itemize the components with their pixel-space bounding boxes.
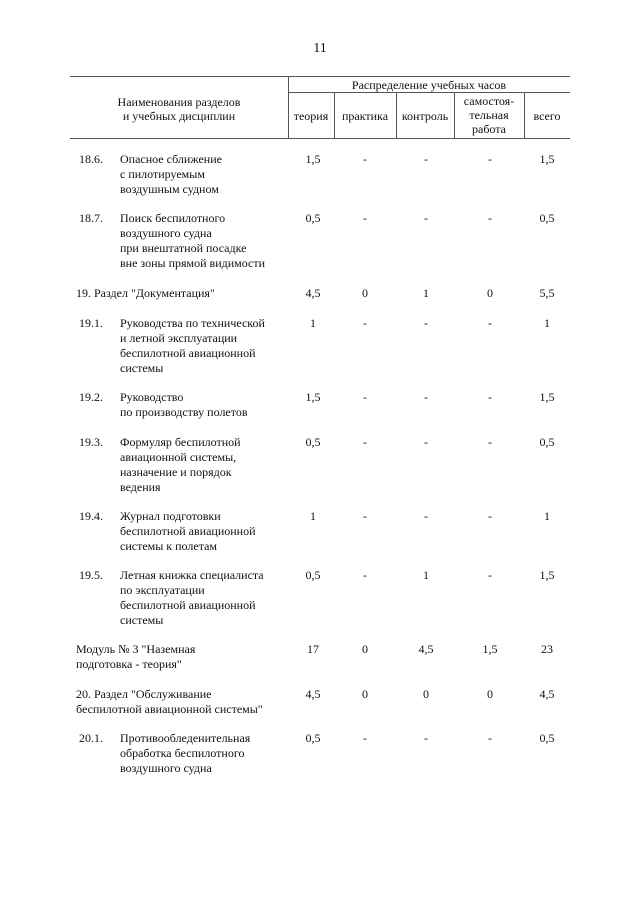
header-practice: практика (341, 109, 389, 123)
row-title: Журнал подготовки беспилотной авиационной системы к полетам (120, 509, 256, 553)
row-title: Руководства по технической и летной эксплуатации беспилотной авиационной системы (120, 316, 265, 375)
row-control: 0 (423, 687, 429, 701)
row-practice: - (363, 211, 367, 225)
row-title: Руководство по производству полетов (120, 390, 248, 419)
row-theory: 1,5 (305, 152, 321, 166)
row-theory: 0,5 (305, 568, 321, 582)
row-number: 18.6. (79, 152, 103, 166)
row-theory: 4,5 (305, 286, 321, 300)
row-practice: - (363, 435, 367, 449)
row-self-study: 1,5 (482, 642, 498, 656)
row-control: - (424, 435, 428, 449)
row-number: 19.4. (79, 509, 103, 523)
row-number: 19.2. (79, 390, 103, 404)
row-self-study: - (488, 390, 492, 404)
row-self-study: - (488, 731, 492, 745)
row-number: 20.1. (79, 731, 103, 745)
header-name-column: Наименования разделов и учебных дисциплин (117, 95, 241, 123)
row-theory: 1 (310, 509, 316, 523)
row-theory: 0,5 (305, 731, 321, 745)
row-control: - (424, 731, 428, 745)
row-total: 1 (544, 509, 550, 523)
header-theory: теория (293, 109, 329, 123)
row-control: - (424, 316, 428, 330)
row-control: 1 (423, 286, 429, 300)
row-practice: 0 (362, 687, 368, 701)
row-practice: - (363, 152, 367, 166)
header-hours-group: Распределение учебных часов (351, 78, 507, 92)
row-self-study: - (488, 509, 492, 523)
row-control: - (424, 152, 428, 166)
header-total: всего (533, 109, 561, 123)
row-total: 1,5 (539, 390, 555, 404)
row-theory: 17 (307, 642, 319, 656)
row-total: 4,5 (539, 687, 555, 701)
row-number: 19.1. (79, 316, 103, 330)
header-self-study: самостоя- тельная работа (463, 94, 515, 136)
row-practice: - (363, 316, 367, 330)
row-title: Летная книжка специалиста по эксплуатации беспилотной авиационной системы (120, 568, 264, 627)
row-self-study: 0 (487, 286, 493, 300)
row-practice: - (363, 568, 367, 582)
row-number: 19.3. (79, 435, 103, 449)
row-self-study: - (488, 568, 492, 582)
row-title: Формуляр беспилотной авиационной системы, назначение и порядок ведения (120, 435, 241, 494)
row-practice: 0 (362, 286, 368, 300)
row-title: Противообледенительная обработка беспилотного воздушного судна (120, 731, 251, 775)
row-total: 5,5 (539, 286, 555, 300)
row-number: 19.5. (79, 568, 103, 582)
row-total: 23 (541, 642, 553, 656)
row-number: 18.7. (79, 211, 103, 225)
row-theory: 0,5 (305, 435, 321, 449)
section-title: 19. Раздел "Документация" (76, 286, 215, 300)
row-theory: 0,5 (305, 211, 321, 225)
row-title: Опасное сближение с пилотируемым воздушным судном (120, 152, 222, 196)
row-total: 0,5 (539, 211, 555, 225)
row-control: - (424, 390, 428, 404)
section-title: 20. Раздел "Обслуживание беспилотной авиационной системы" (76, 687, 263, 716)
row-total: 1,5 (539, 152, 555, 166)
row-total: 0,5 (539, 435, 555, 449)
row-total: 0,5 (539, 731, 555, 745)
row-practice: - (363, 731, 367, 745)
row-theory: 1 (310, 316, 316, 330)
row-total: 1,5 (539, 568, 555, 582)
row-practice: - (363, 509, 367, 523)
row-control: 1 (423, 568, 429, 582)
row-theory: 1,5 (305, 390, 321, 404)
table-header (70, 76, 570, 139)
row-self-study: - (488, 152, 492, 166)
module-title: Модуль № 3 "Наземная подготовка - теория" (76, 642, 196, 671)
row-practice: - (363, 390, 367, 404)
row-self-study: - (488, 316, 492, 330)
page-number: 11 (313, 41, 327, 56)
row-title: Поиск беспилотного воздушного судна при внештатной посадке вне зоны прямой видимости (120, 211, 266, 270)
row-control: 4,5 (418, 642, 434, 656)
row-self-study: 0 (487, 687, 493, 701)
header-subline (288, 92, 570, 93)
row-theory: 4,5 (305, 687, 321, 701)
row-total: 1 (544, 316, 550, 330)
row-self-study: - (488, 435, 492, 449)
row-practice: 0 (362, 642, 368, 656)
header-control: контроль (401, 109, 449, 123)
row-self-study: - (488, 211, 492, 225)
row-control: - (424, 509, 428, 523)
row-control: - (424, 211, 428, 225)
